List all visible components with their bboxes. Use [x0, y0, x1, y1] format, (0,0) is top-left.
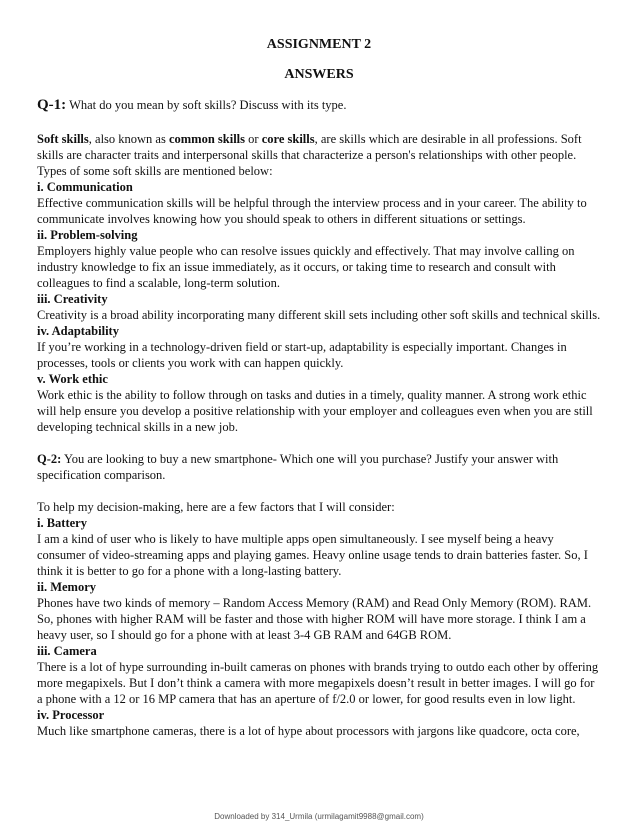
section-body: Work ethic is the ability to follow through on tasks and duties in a timely, quality manner. A strong work ethic will help ensure you develop a positive relationship with your employer and colleagues even when you are still developing technical skills in a new job. — [37, 388, 593, 434]
question-1-label: Q-1: — [37, 97, 67, 113]
q1-intro-part2: or — [245, 132, 262, 146]
section-heading: i. Battery — [37, 516, 87, 530]
document-body — [37, 97, 601, 739]
spacer — [37, 483, 601, 499]
question-2-text: You are looking to buy a new smartphone- Which one will you purchase? Justify your answer with specification comparison. — [37, 452, 559, 482]
term-common-skills: common skills — [168, 132, 246, 146]
download-footer: Downloaded by 314_Urmila (urmilagamit9988@gmail.com) — [214, 812, 424, 821]
section-body: Employers highly value people who can resolve issues quickly and effectively. That may involve calling on industry knowledge to fix an issue immediately, as it occurs, or taking time to research and consult with colleagues to find a scalable, long-term solution. — [37, 244, 575, 290]
q1-intro-part3: , are skills which are desirable in all professions. Soft skills are character traits and interpersonal skills that characterize a person's relationships with other people. Types of some soft skills are mentioned below: — [37, 132, 582, 178]
question-2-label: Q-2: — [37, 452, 62, 466]
section-body: Much like smartphone cameras, there is a lot of hype about processors with jargons like quadcore, octa core, — [37, 724, 580, 738]
section-heading: i. Communication — [37, 180, 133, 194]
section-heading: ii. Problem-solving — [37, 228, 138, 242]
question-1 — [37, 97, 601, 113]
section-body: I am a kind of user who is likely to have multiple apps open simultaneously. I see myself being a heavy consumer of video-streaming apps and playing games. Heavy online usage tends to drain batteries faster. So, I think it is better to go for a phone with a long-lasting battery. — [37, 532, 588, 578]
term-core-skills: core skills — [261, 132, 315, 146]
section-body: There is a lot of hype surrounding in-built cameras on phones with brands trying to outdo each other by offering more megapixels. But I don’t think a camera with more megapixels doesn’t result in better images. I will go for a phone with a 12 or 16 MP camera that has an aperture of f/2.0 or lower, for good results even in low light. — [37, 660, 599, 706]
section-heading: ii. Memory — [37, 580, 97, 594]
section-heading: iv. Adaptability — [37, 324, 119, 338]
section-heading: iii. Camera — [37, 644, 97, 658]
section-body: Creativity is a broad ability incorporating many different skill sets including other soft skills and technical skills. — [37, 308, 601, 322]
term-soft-skills: Soft skills — [37, 132, 89, 146]
page-title: ASSIGNMENT 2 — [266, 37, 372, 52]
q1-intro — [37, 131, 601, 179]
section-body: If you’re working in a technology-driven field or start-up, adaptability is especially important. Changes in processes, tools or clients you work with can happen quickly. — [37, 340, 567, 370]
section-body: Effective communication skills will be helpful through the interview process and in your career. The ability to communicate involves knowing how you should speak to others in different situations or settings. — [37, 196, 587, 226]
section-heading: v. Work ethic — [37, 372, 108, 386]
section-heading: iv. Processor — [37, 708, 105, 722]
q2-intro: To help my decision-making, here are a few factors that I will consider: — [37, 500, 395, 514]
spacer — [37, 435, 601, 451]
question-2 — [37, 451, 601, 483]
question-1-text: What do you mean by soft skills? Discuss with its type. — [66, 98, 347, 112]
page-subtitle: ANSWERS — [284, 67, 354, 82]
q1-intro-part1: , also known as — [88, 132, 169, 146]
section-body: Phones have two kinds of memory – Random Access Memory (RAM) and Read Only Memory (ROM). RAM. So, phones with higher RAM will be faster and those with higher ROM will have more storage. I think I am a heavy user, so I should go for a phone with at least 3-4 GB RAM and 64GB ROM. — [37, 596, 592, 642]
section-heading: iii. Creativity — [37, 292, 108, 306]
